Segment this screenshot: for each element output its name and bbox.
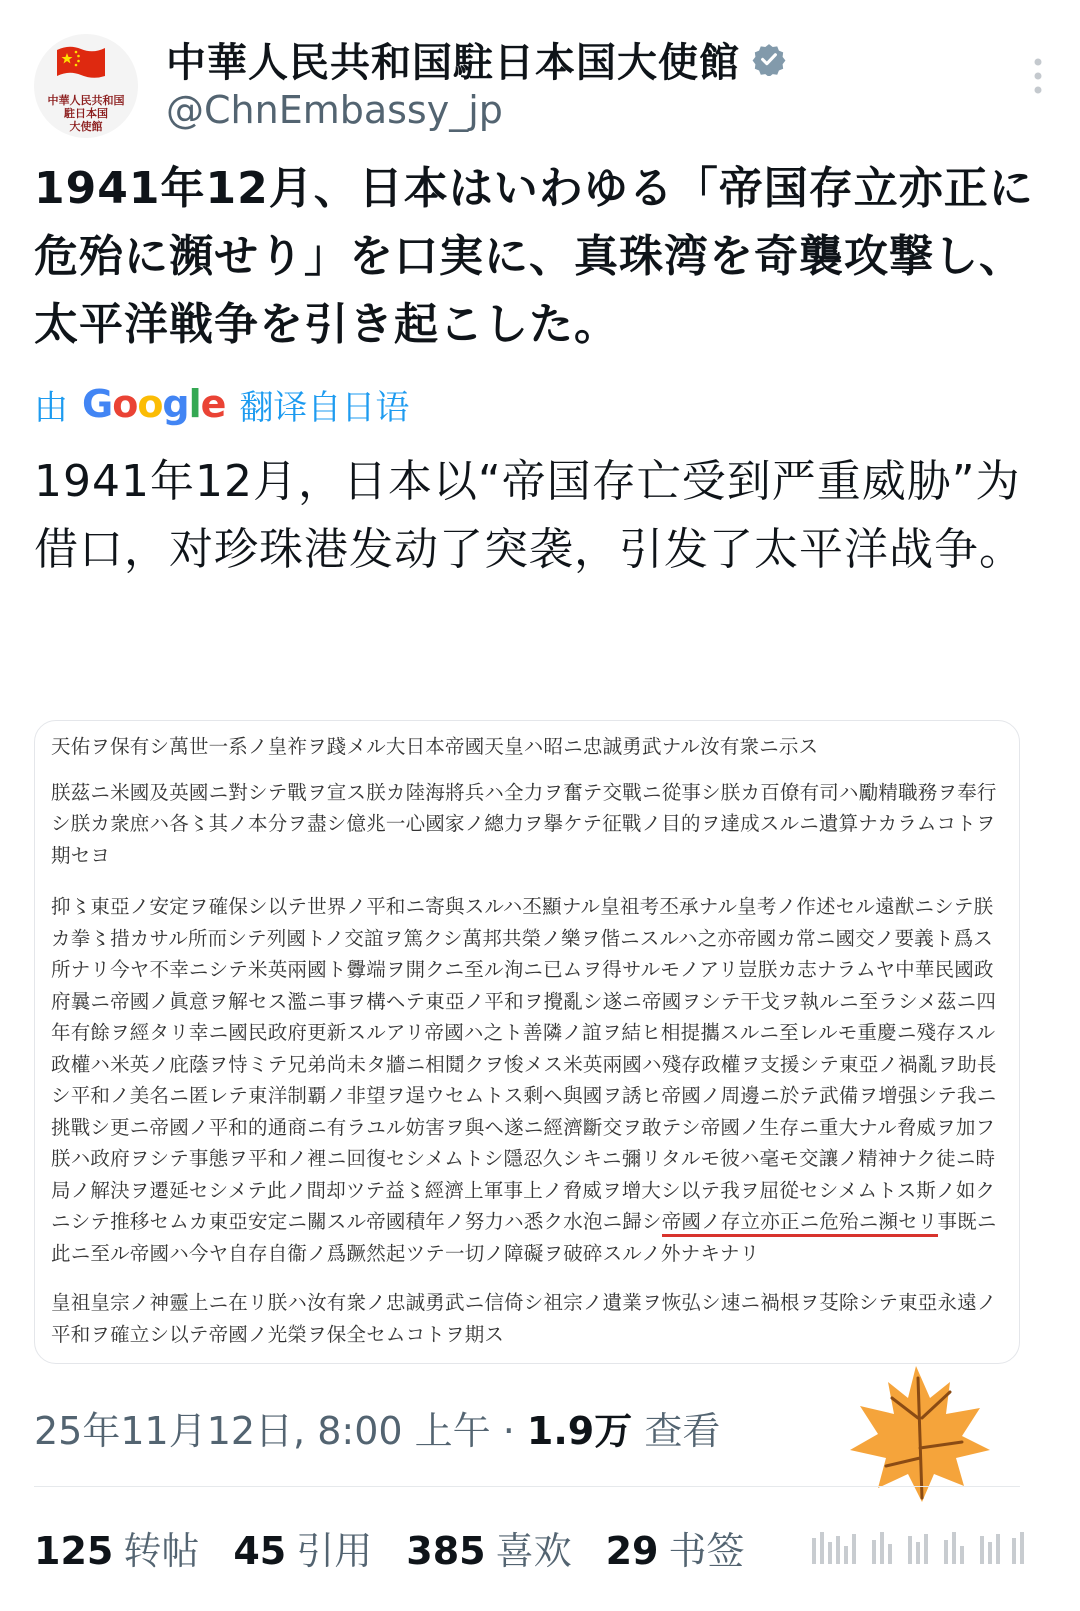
document-paragraph-2: 朕茲ニ米國及英國ニ對シテ戰ヲ宣ス朕カ陸海將兵ハ全力ヲ奮テ交戰ニ從事シ朕カ百僚有司ハ勵精職務ヲ奉行シ朕カ衆庶ハ各〻其ノ本分ヲ盡シ億兆一心國家ノ總力ヲ擧ケテ征戰ノ目的ヲ達成スルニ遺算ナカラムコトヲ期セヨ <box>51 780 997 867</box>
avatar-caption: 中華人民共和国 駐日本国 大使館 <box>47 94 125 133</box>
highlighted-phrase: 帝國ノ存立亦正ニ危殆ニ瀕セリ <box>662 1210 938 1237</box>
tweet-meta <box>34 1400 720 1455</box>
document-paragraph-4: 皇祖皇宗ノ神靈上ニ在リ朕ハ汝有衆ノ忠誠勇武ニ信倚シ祖宗ノ遺業ヲ恢弘シ速ニ禍根ヲ芟除シテ東亞永遠ノ平和ヲ確立シ以テ帝國ノ光榮ヲ保全セムコトヲ期ス <box>51 1291 997 1346</box>
translate-suffix: 翻译自日语 <box>239 387 410 428</box>
avatar[interactable] <box>34 34 138 138</box>
document-paragraph-1: 天佑ヲ保有シ萬世一系ノ皇祚ヲ踐メル大日本帝國天皇ハ昭ニ忠誠勇武ナル汝有衆ニ示ス <box>51 735 819 758</box>
china-flag-icon <box>55 44 107 80</box>
document-paragraph-3-before: 抑〻東亞ノ安定ヲ確保シ以テ世界ノ平和ニ寄與スルハ丕顯ナル皇祖考丕承ナル皇考ノ作述セル遠猷ニシテ朕カ拳〻措カサル所而シテ列國トノ交誼ヲ篤クシ萬邦共榮ノ樂ヲ偕ニスルハ之亦帝國カ常ニ國交ノ要義ト爲ス所ナリ今ヤ不幸ニシテ米英兩國ト釁端ヲ開クニ至ル洵ニ已ムヲ得サルモノアリ豈朕カ志ナラムヤ中華民國政府曩ニ帝國ノ眞意ヲ解セス濫ニ事ヲ構ヘテ東亞ノ平和ヲ攪亂シ遂ニ帝國ヲシテ干戈ヲ執ルニ至ラシメ茲ニ四年有餘ヲ經タリ幸ニ國民政府更新スルアリ帝國ハ之ト善隣ノ誼ヲ結ヒ相提攜スルニ至レルモ重慶ニ殘存スル政權ハ米英ノ庇蔭ヲ恃ミテ兄弟尚未タ牆ニ相鬩クヲ悛メス米英兩國ハ殘存政權ヲ支援シテ東亞ノ禍亂ヲ助長シ平和ノ美名ニ匿レテ東洋制覇ノ非望ヲ逞ウセムトス剩ヘ與國ヲ誘ヒ帝國ノ周邊ニ於テ武備ヲ增强シテ我ニ挑戰シ更ニ帝國ノ平和的通商ニ有ラユル妨害ヲ與ヘ遂ニ經濟斷交ヲ敢テシ帝國ノ生存ニ重大ナル脅威ヲ加フ朕ハ政府ヲシテ事態ヲ平和ノ裡ニ回復セシメムトシ隱忍久シキニ彌リタルモ彼ハ毫モ交讓ノ精神ナク徒ニ時局ノ解決ヲ遷延セシメテ此ノ間却ツテ益〻經濟上軍事上ノ脅威ヲ增大シ以テ我ヲ屈從セシメムトス斯ノ如クニシテ推移セムカ東亞安定ニ關スル帝國積年ノ努力ハ悉ク水泡ニ歸シ <box>51 895 997 1233</box>
document-paragraph-3 <box>51 891 1005 1269</box>
stat-bookmarks[interactable]: 29 书签 <box>605 1529 745 1573</box>
translation-attribution[interactable] <box>34 380 409 428</box>
timestamp[interactable]: 25年11月12日, 8:00 上午 <box>34 1409 491 1453</box>
display-name-row <box>166 34 786 84</box>
tweet-text: 1941年12月、日本はいわゆる「帝国存立亦正に危殆に瀕せり」を口実に、真珠湾を奇襲攻撃し、太平洋戦争を引き起こした。 <box>34 163 1034 350</box>
stat-likes[interactable]: 385 喜欢 <box>406 1529 572 1573</box>
attached-image-document[interactable] <box>34 720 1020 1364</box>
tweet-header <box>34 26 1054 136</box>
account-handle[interactable]: @ChnEmbassy_jp <box>166 88 503 132</box>
display-name[interactable]: 中華人民共和国駐日本国大使館 <box>166 39 740 86</box>
divider <box>34 1486 1020 1487</box>
more-vertical-icon[interactable] <box>1030 56 1046 96</box>
verified-badge-icon <box>752 42 786 76</box>
engagement-stats <box>34 1520 745 1575</box>
stat-quotes[interactable]: 45 引用 <box>233 1529 373 1573</box>
view-label: 查看 <box>644 1409 721 1453</box>
translated-text: 1941年12月，日本以“帝国存亡受到严重威胁”为借口，对珍珠港发动了突袭，引发了太平洋战争。 <box>34 456 1024 575</box>
translate-prefix: 由 <box>34 387 68 428</box>
stat-reposts[interactable]: 125 转帖 <box>34 1529 200 1573</box>
watermark-bars-icon <box>812 1528 1032 1568</box>
view-count: 1.9万 <box>526 1409 633 1453</box>
document-paragraph-3-after: 事既ニ此ニ至ル帝國ハ今ヤ自存自衞ノ爲蹶然起ツテ一切ノ障礙ヲ破碎スルノ外ナキナリ <box>51 1210 997 1265</box>
google-logo: Google <box>82 382 226 426</box>
meta-separator: · <box>502 1409 515 1453</box>
